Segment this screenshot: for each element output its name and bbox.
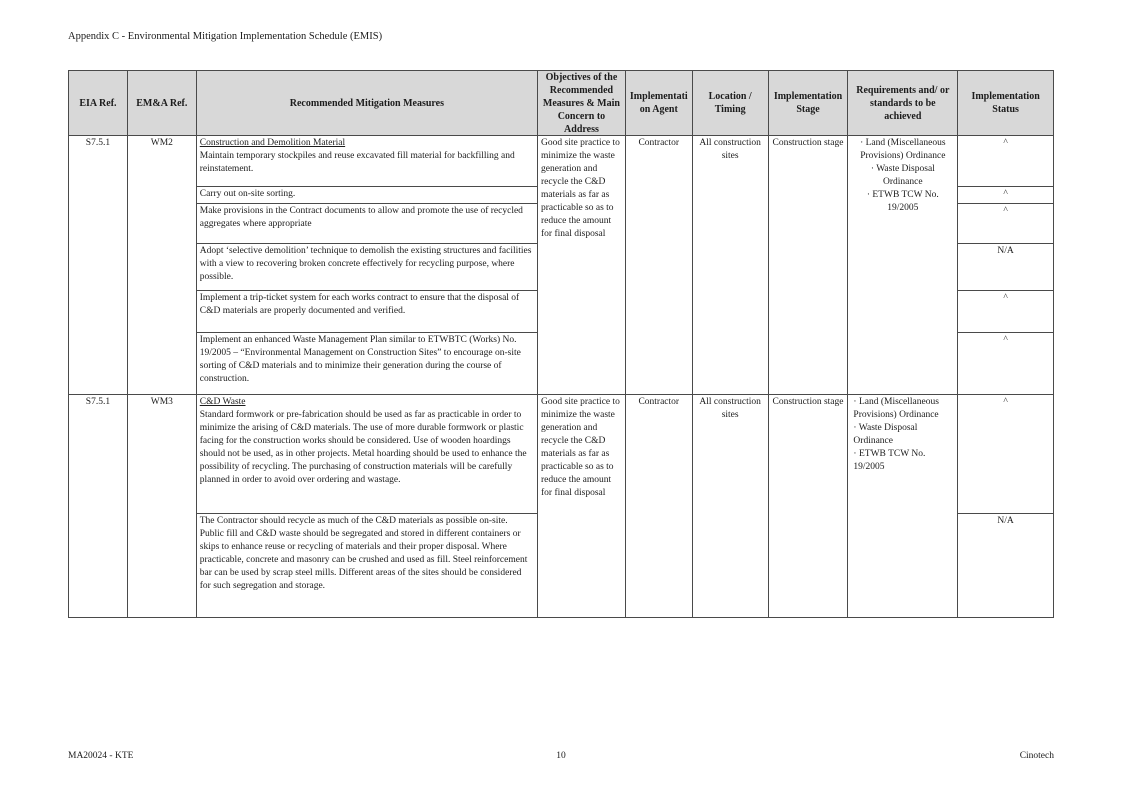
table-row	[69, 135, 1053, 394]
measure-subcell	[197, 291, 537, 333]
status-subcell: ^	[1003, 335, 1008, 345]
agent-cell: Contractor	[626, 395, 693, 617]
col-header-objectives	[538, 71, 626, 135]
col-header-label: Recommended Mitigation Measures	[289, 97, 444, 109]
footer-page-number: 10	[556, 751, 566, 761]
col-header-status	[958, 71, 1053, 135]
col-header-ema-ref	[128, 71, 197, 135]
status-subcell: ^	[958, 204, 1053, 244]
status-subcell: ^	[958, 291, 1053, 333]
requirement-item: · ETWB TCW No. 19/2005	[866, 190, 939, 213]
status-cell	[958, 136, 1053, 394]
measure-text: The Contractor should recycle as much of the C&D materials as possible on-site. Public fill and C&D waste should be segregated and stored in different containers or skips to enhance reuse or recycling of materials and their proper disposal. Where practicable, concrete and masonry can be crushed and used as fill. Steel reinforcement bar can be used by scrap steel mills. Different areas of the sites should be considered for such segregation and storage.	[199, 516, 528, 591]
measures-cell	[197, 136, 538, 394]
requirement-item: · Waste Disposal Ordinance	[853, 423, 918, 446]
emis-table	[68, 70, 1054, 618]
requirement-item: · ETWB TCW No. 19/2005	[853, 449, 926, 472]
footer-project-ref: MA20024 - KTE	[68, 751, 134, 761]
measure-text: Adopt ‘selective demolition’ technique to demolish the existing structures and facilities with a view to recovering broken concrete effectively for recycling purpose, where possible.	[199, 246, 532, 282]
page-footer	[68, 750, 1054, 762]
eia-ref-cell: S7.5.1	[69, 136, 128, 394]
objectives-cell: Good site practice to minimize the waste generation and recycle the C&D materials as far as practicable so as to reduce the amount for final disposal	[538, 136, 626, 394]
col-header-eia-ref	[69, 71, 128, 135]
measure-subcell	[197, 244, 537, 291]
col-header-label: EIA Ref.	[79, 97, 117, 109]
status-subcell: ^	[958, 187, 1053, 204]
measure-text: Carry out on-site sorting.	[199, 189, 296, 199]
stage-cell: Construction stage	[769, 136, 849, 394]
measure-subcell	[197, 136, 537, 187]
measure-subcell	[197, 514, 537, 617]
col-header-agent	[626, 71, 693, 135]
table-row	[69, 394, 1053, 617]
requirement-item: · Land (Miscellaneous Provisions) Ordinance	[853, 397, 939, 420]
status-subcell: ^	[958, 136, 1053, 187]
col-header-label: Location / Timing	[708, 91, 752, 115]
measure-heading: Construction and Demolition Material	[199, 138, 346, 148]
measure-heading: C&D Waste	[199, 397, 246, 407]
requirement-item: · Waste Disposal Ordinance	[870, 164, 935, 187]
status-cell	[958, 395, 1053, 617]
status-subcell: N/A	[997, 516, 1014, 526]
measure-subcell	[197, 333, 537, 394]
location-cell: All construction sites	[693, 136, 769, 394]
requirements-cell	[848, 136, 958, 394]
measure-text: Implement a trip-ticket system for each works contract to ensure that the disposal of C&D materials are properly documented and verified.	[199, 293, 520, 316]
measure-text: Standard formwork or pre-fabrication should be used as far as practicable in order to minimize the arising of C&D materials. The use of more durable formwork or plastic facing for the construction works should be considered. Use of wooden hoardings should not be used, as in other projects. Metal hoarding should be used to enhance the possibility of recycling. The purchasing of construction materials will be carefully planned in order to avoid over ordering and wastage.	[199, 410, 527, 485]
table-header-row	[69, 71, 1053, 135]
measure-subcell	[197, 204, 537, 244]
col-header-location-timing	[693, 71, 769, 135]
measures-cell	[197, 395, 538, 617]
col-header-stage	[769, 71, 849, 135]
location-cell: All construction sites	[693, 395, 769, 617]
col-header-label: Implementation Agent	[629, 91, 688, 115]
status-subcell: N/A	[958, 244, 1053, 291]
requirement-item: · Land (Miscellaneous Provisions) Ordinance	[860, 138, 946, 161]
col-header-label: Implementation Stage	[773, 91, 843, 115]
page-title: Appendix C - Environmental Mitigation Implementation Schedule (EMIS)	[68, 31, 383, 42]
ema-ref-cell: WM2	[128, 136, 197, 394]
objectives-cell: Good site practice to minimize the waste generation and recycle the C&D materials as far as practicable so as to reduce the amount for final disposal	[538, 395, 626, 617]
status-subcell: ^	[958, 395, 1053, 514]
footer-company: Cinotech	[1019, 751, 1054, 761]
col-header-measures	[197, 71, 538, 135]
col-header-label: EM&A Ref.	[136, 97, 188, 109]
agent-cell: Contractor	[626, 136, 693, 394]
col-header-label: Objectives of the Recommended Measures & Main Concern to Address	[542, 71, 620, 135]
measure-subcell	[197, 395, 537, 514]
eia-ref-cell: S7.5.1	[69, 395, 128, 617]
col-header-label: Implementation Status	[971, 91, 1040, 115]
col-header-requirements	[848, 71, 958, 135]
measure-text: Make provisions in the Contract documents to allow and promote the use of recycled aggregates where appropriate	[199, 206, 523, 229]
measure-text: Maintain temporary stockpiles and reuse excavated fill material for backfilling and reinstatement.	[199, 151, 515, 174]
measure-subcell	[197, 187, 537, 204]
requirements-cell	[848, 395, 958, 617]
ema-ref-cell: WM3	[128, 395, 197, 617]
col-header-label: Requirements and/ or standards to be achieved	[856, 84, 950, 122]
stage-cell: Construction stage	[769, 395, 849, 617]
measure-text: Implement an enhanced Waste Management Plan similar to ETWBTC (Works) No. 19/2005 – “Environmental Management on Construction Sites” to encourage on-site sorting of C&D materials and to minimize their generation during the course of construction.	[199, 335, 521, 384]
